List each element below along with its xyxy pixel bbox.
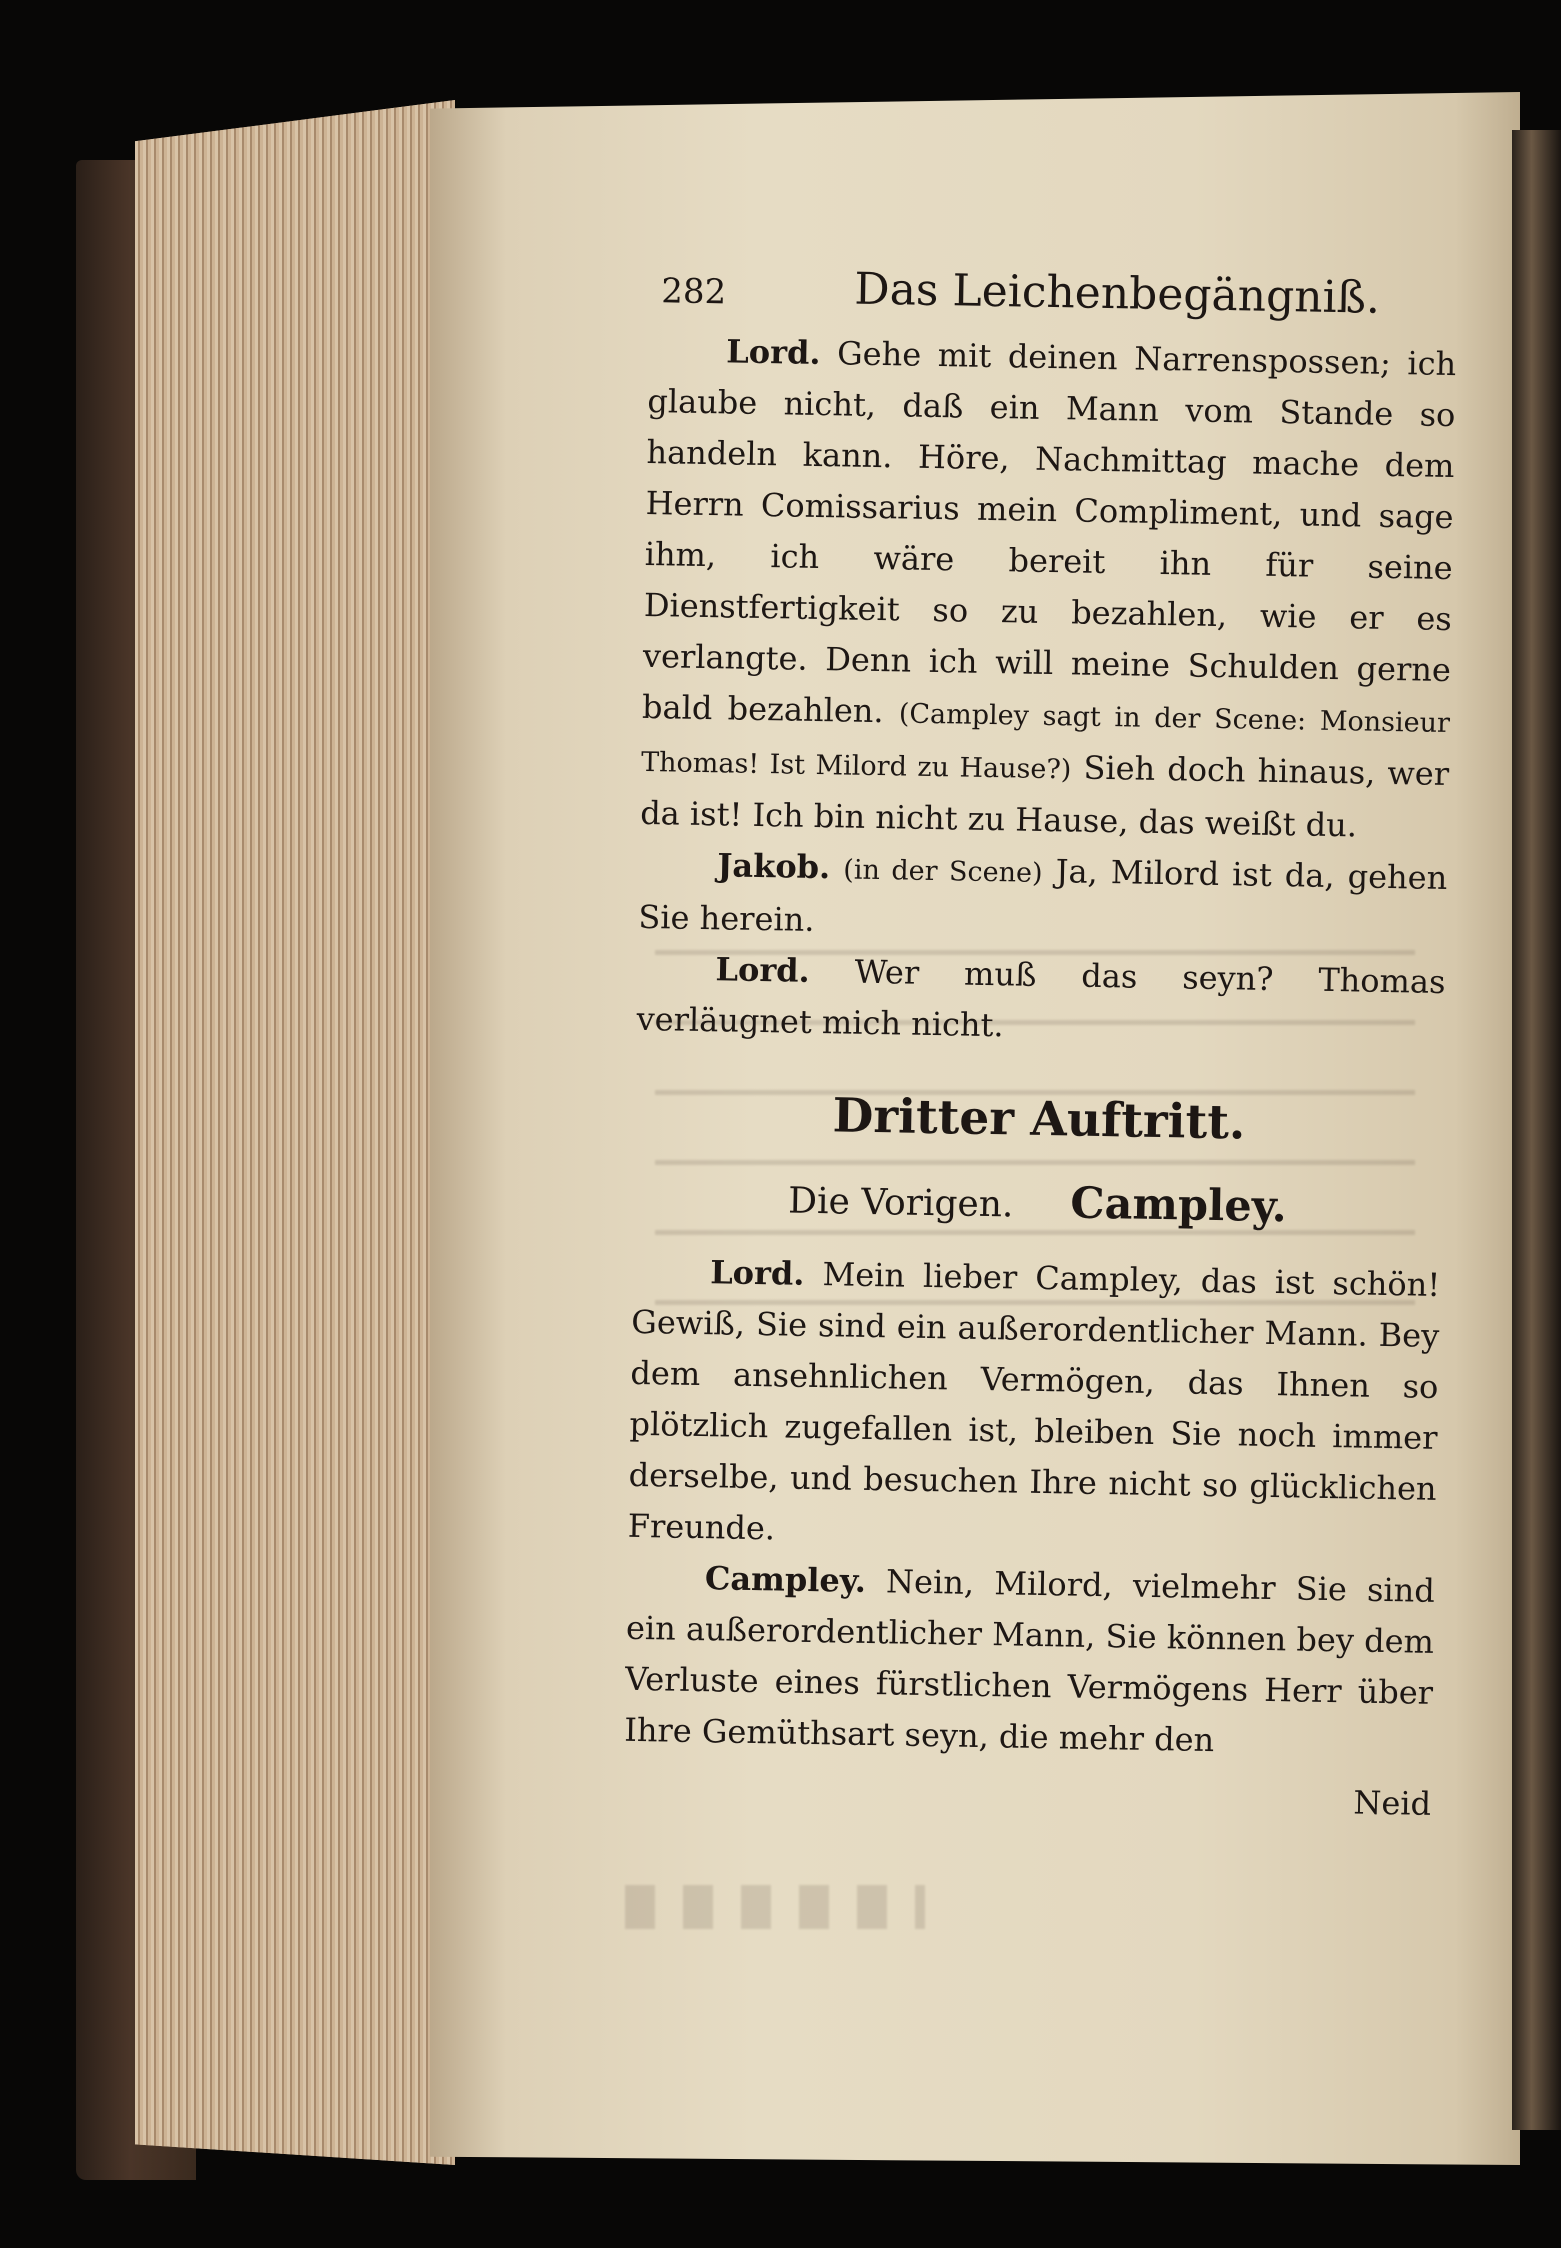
running-title: Das Leichenbegängniß. — [853, 263, 1381, 324]
running-head — [649, 255, 1458, 339]
catchword: Neid — [1353, 1783, 1432, 1823]
dialogue-text: Ja, Milord ist da, gehen Sie herein. — [638, 852, 1448, 939]
speaker-name: Jakob. — [717, 846, 831, 887]
dialogue-paragraph — [627, 1246, 1440, 1566]
dialogue-text: Sieh doch hinaus, wer da ist! Ich bin nicht zu Hause, das weißt du. — [639, 748, 1450, 845]
speaker-name: Lord. — [709, 1253, 805, 1293]
scene-characters: Die Vorigen. — [787, 1180, 1014, 1226]
scene-heading: Dritter Auftritt. — [832, 1088, 1246, 1151]
speaker-name: Campley. — [704, 1559, 867, 1600]
speaker-name: Lord. — [725, 332, 821, 372]
subheading-space — [1025, 1217, 1059, 1218]
dialogue-paragraph — [640, 325, 1457, 853]
stage-direction: (in der Scene) — [843, 854, 1043, 889]
scene-subheading — [633, 1161, 1442, 1248]
page-text — [623, 255, 1458, 1827]
dialogue-text: Gehe mit deinen Narrenspossen; ich glaube nicht, daß ein Mann vom Stande so handeln kann. Höre, Nachmittag mache dem Herrn Comissarius mein Compliment, und sage ihm, ich wäre bereit ihn für seine Dienstfertigkeit so zu bezahlen, wie er es verlangte. Denn ich will meine Schulden gerne bald bezahlen. — [641, 334, 1457, 731]
entering-character: Campley. — [1069, 1178, 1288, 1233]
dialogue-text: Nein, Milord, vielmehr Sie sind ein außerordentlicher Mann, Sie können bey dem Verluste eines fürstlichen Vermögens Herr über Ihre Gemüthsart seyn, die mehr den — [623, 1562, 1436, 1760]
dialogue-paragraph — [624, 1552, 1435, 1770]
stage-direction: (Campley sagt in der Scene: Monsieur Thomas! Ist Milord zu Hause?) — [640, 698, 1451, 786]
dialogue-paragraph — [636, 943, 1446, 1059]
dialogue-text: Mein lieber Campley, das ist schön! Gewiß, Sie sind ein außerordentlicher Mann. Bey dem ansehnlichen Vermögen, das Ihnen so plötzlich zugefallen ist, bleiben Sie noch immer derselbe, und besuchen Ihre nicht so glücklichen Freunde. — [627, 1255, 1441, 1548]
speaker-name: Lord. — [715, 950, 811, 990]
right-edge-shadow — [1512, 130, 1561, 2130]
page-number: 282 — [661, 271, 727, 313]
dialogue-paragraph — [638, 839, 1448, 957]
page-edges — [135, 100, 455, 2165]
dialogue-text: Wer muß das seyn? Thomas verläugnet mich nicht. — [636, 952, 1446, 1045]
